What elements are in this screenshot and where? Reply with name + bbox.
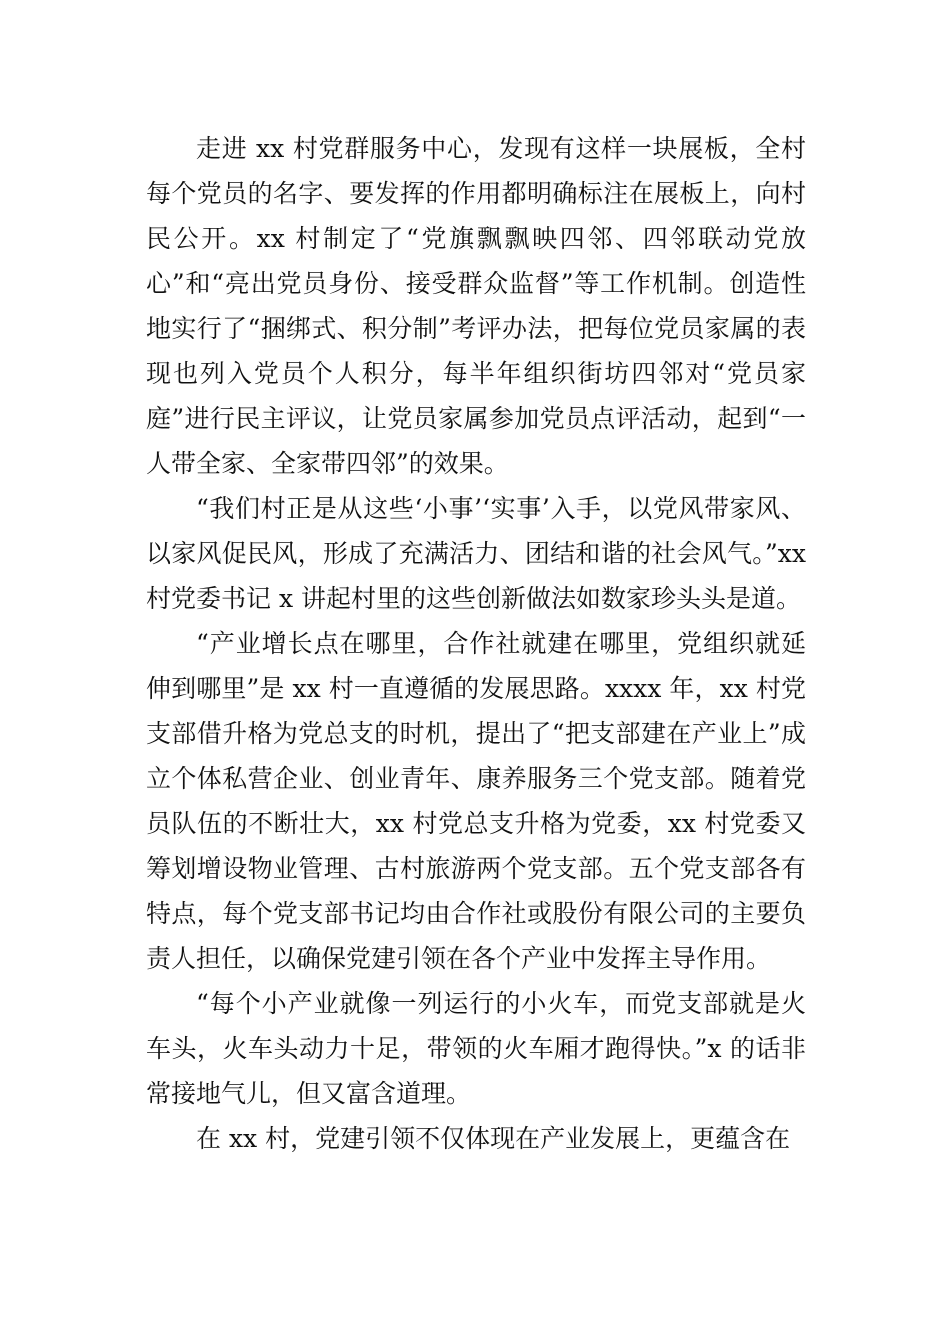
paragraph-1: 走进 xx 村党群服务中心，发现有这样一块展板，全村每个党员的名字、要发挥的作用都明确标注在展板上，向村民公开。xx 村制定了“党旗飘飘映四邻、四邻联动党放心”和“亮出党员身份、接受群众监督”等工作机制。创造性地实行了“捆绑式、积分制”考评办法，把每位党员家属的表现也列入党员个人积分，每半年组织街坊四邻对“党员家庭”进行民主评议，让党员家属参加党员点评活动，起到“一人带全家、全家带四邻”的效果。: [146, 134, 806, 478]
document-body: [146, 126, 806, 1161]
paragraph-5: 在 xx 村，党建引领不仅体现在产业发展上，更蕴含在: [196, 1124, 791, 1153]
paragraph-3: “产业增长点在哪里，合作社就建在哪里，党组织就延伸到哪里”是 xx 村一直遵循的发展思路。xxxx 年，xx 村党支部借升格为党总支的时机，提出了“把支部建在产业上”成立个体私营企业、创业青年、康养服务三个党支部。随着党员队伍的不断壮大，xx 村党总支升格为党委，xx 村党委又筹划增设物业管理、古村旅游两个党支部。五个党支部各有特点，每个党支部书记均由合作社或股份有限公司的主要负责人担任，以确保党建引领在各个产业中发挥主导作用。: [146, 629, 806, 973]
paragraph-4: “每个小产业就像一列运行的小火车，而党支部就是火车头，火车头动力十足，带领的火车厢才跑得快。”x 的话非常接地气儿，但又富含道理。: [146, 989, 806, 1108]
paragraph-2: “我们村正是从这些‘小事’‘实事’入手，以党风带家风、以家风促民风，形成了充满活力、团结和谐的社会风气。”xx 村党委书记 x 讲起村里的这些创新做法如数家珍头头是道。: [146, 494, 806, 613]
